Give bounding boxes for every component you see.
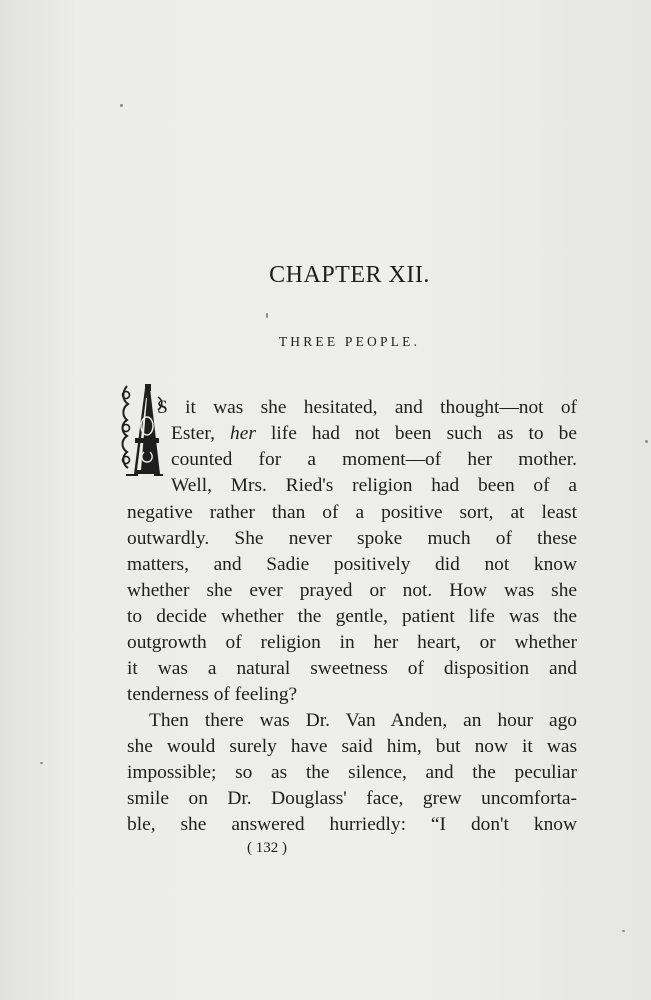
paragraph-line: S it was she hesitated, and thought—not of [157, 397, 577, 418]
paragraph-line: counted for a moment—of her mother. [171, 449, 577, 470]
page-number: ( 132 ) [247, 840, 287, 856]
paragraph-line: impossible; so as the silence, and the peculiar [127, 762, 577, 783]
paper-speck [266, 313, 268, 318]
paragraph-line: tenderness of feeling? [127, 684, 298, 705]
paper-speck [645, 440, 648, 443]
paragraph-line: ble, she answered hurriedly: “I don't know [127, 814, 577, 835]
paper-speck [622, 930, 625, 932]
paragraph-line: outwardly. She never spoke much of these [127, 528, 577, 549]
paragraph-line: whether she ever prayed or not. How was she [127, 580, 577, 601]
paragraph-line: she would surely have said him, but now it was [127, 736, 577, 757]
text-run: life had not been such as to be [255, 423, 577, 444]
paper-speck [40, 762, 43, 764]
chapter-heading: CHAPTER XII. [269, 262, 430, 288]
chapter-subtitle: THREE PEOPLE. [278, 334, 421, 349]
paragraph-line: Then there was Dr. Van Anden, an hour ago [149, 710, 577, 731]
paragraph-line: matters, and Sadie positively did not know [127, 554, 577, 575]
paragraph-line: Well, Mrs. Ried's religion had been of a [171, 475, 577, 496]
paragraph-line: outgrowth of religion in her heart, or whether [127, 632, 577, 653]
paper-speck [120, 104, 123, 107]
paragraph-line [171, 421, 577, 447]
text-run: Ester, [171, 423, 231, 444]
paragraph-line: it was a natural sweetness of disposition and [127, 658, 577, 679]
italic-text: her [230, 423, 256, 444]
paragraph-line: negative rather than of a positive sort, at least [127, 502, 577, 523]
paragraph-line: to decide whether the gentle, patient life was the [127, 606, 577, 627]
paragraph-line: smile on Dr. Douglass' face, grew uncomforta- [127, 788, 577, 809]
